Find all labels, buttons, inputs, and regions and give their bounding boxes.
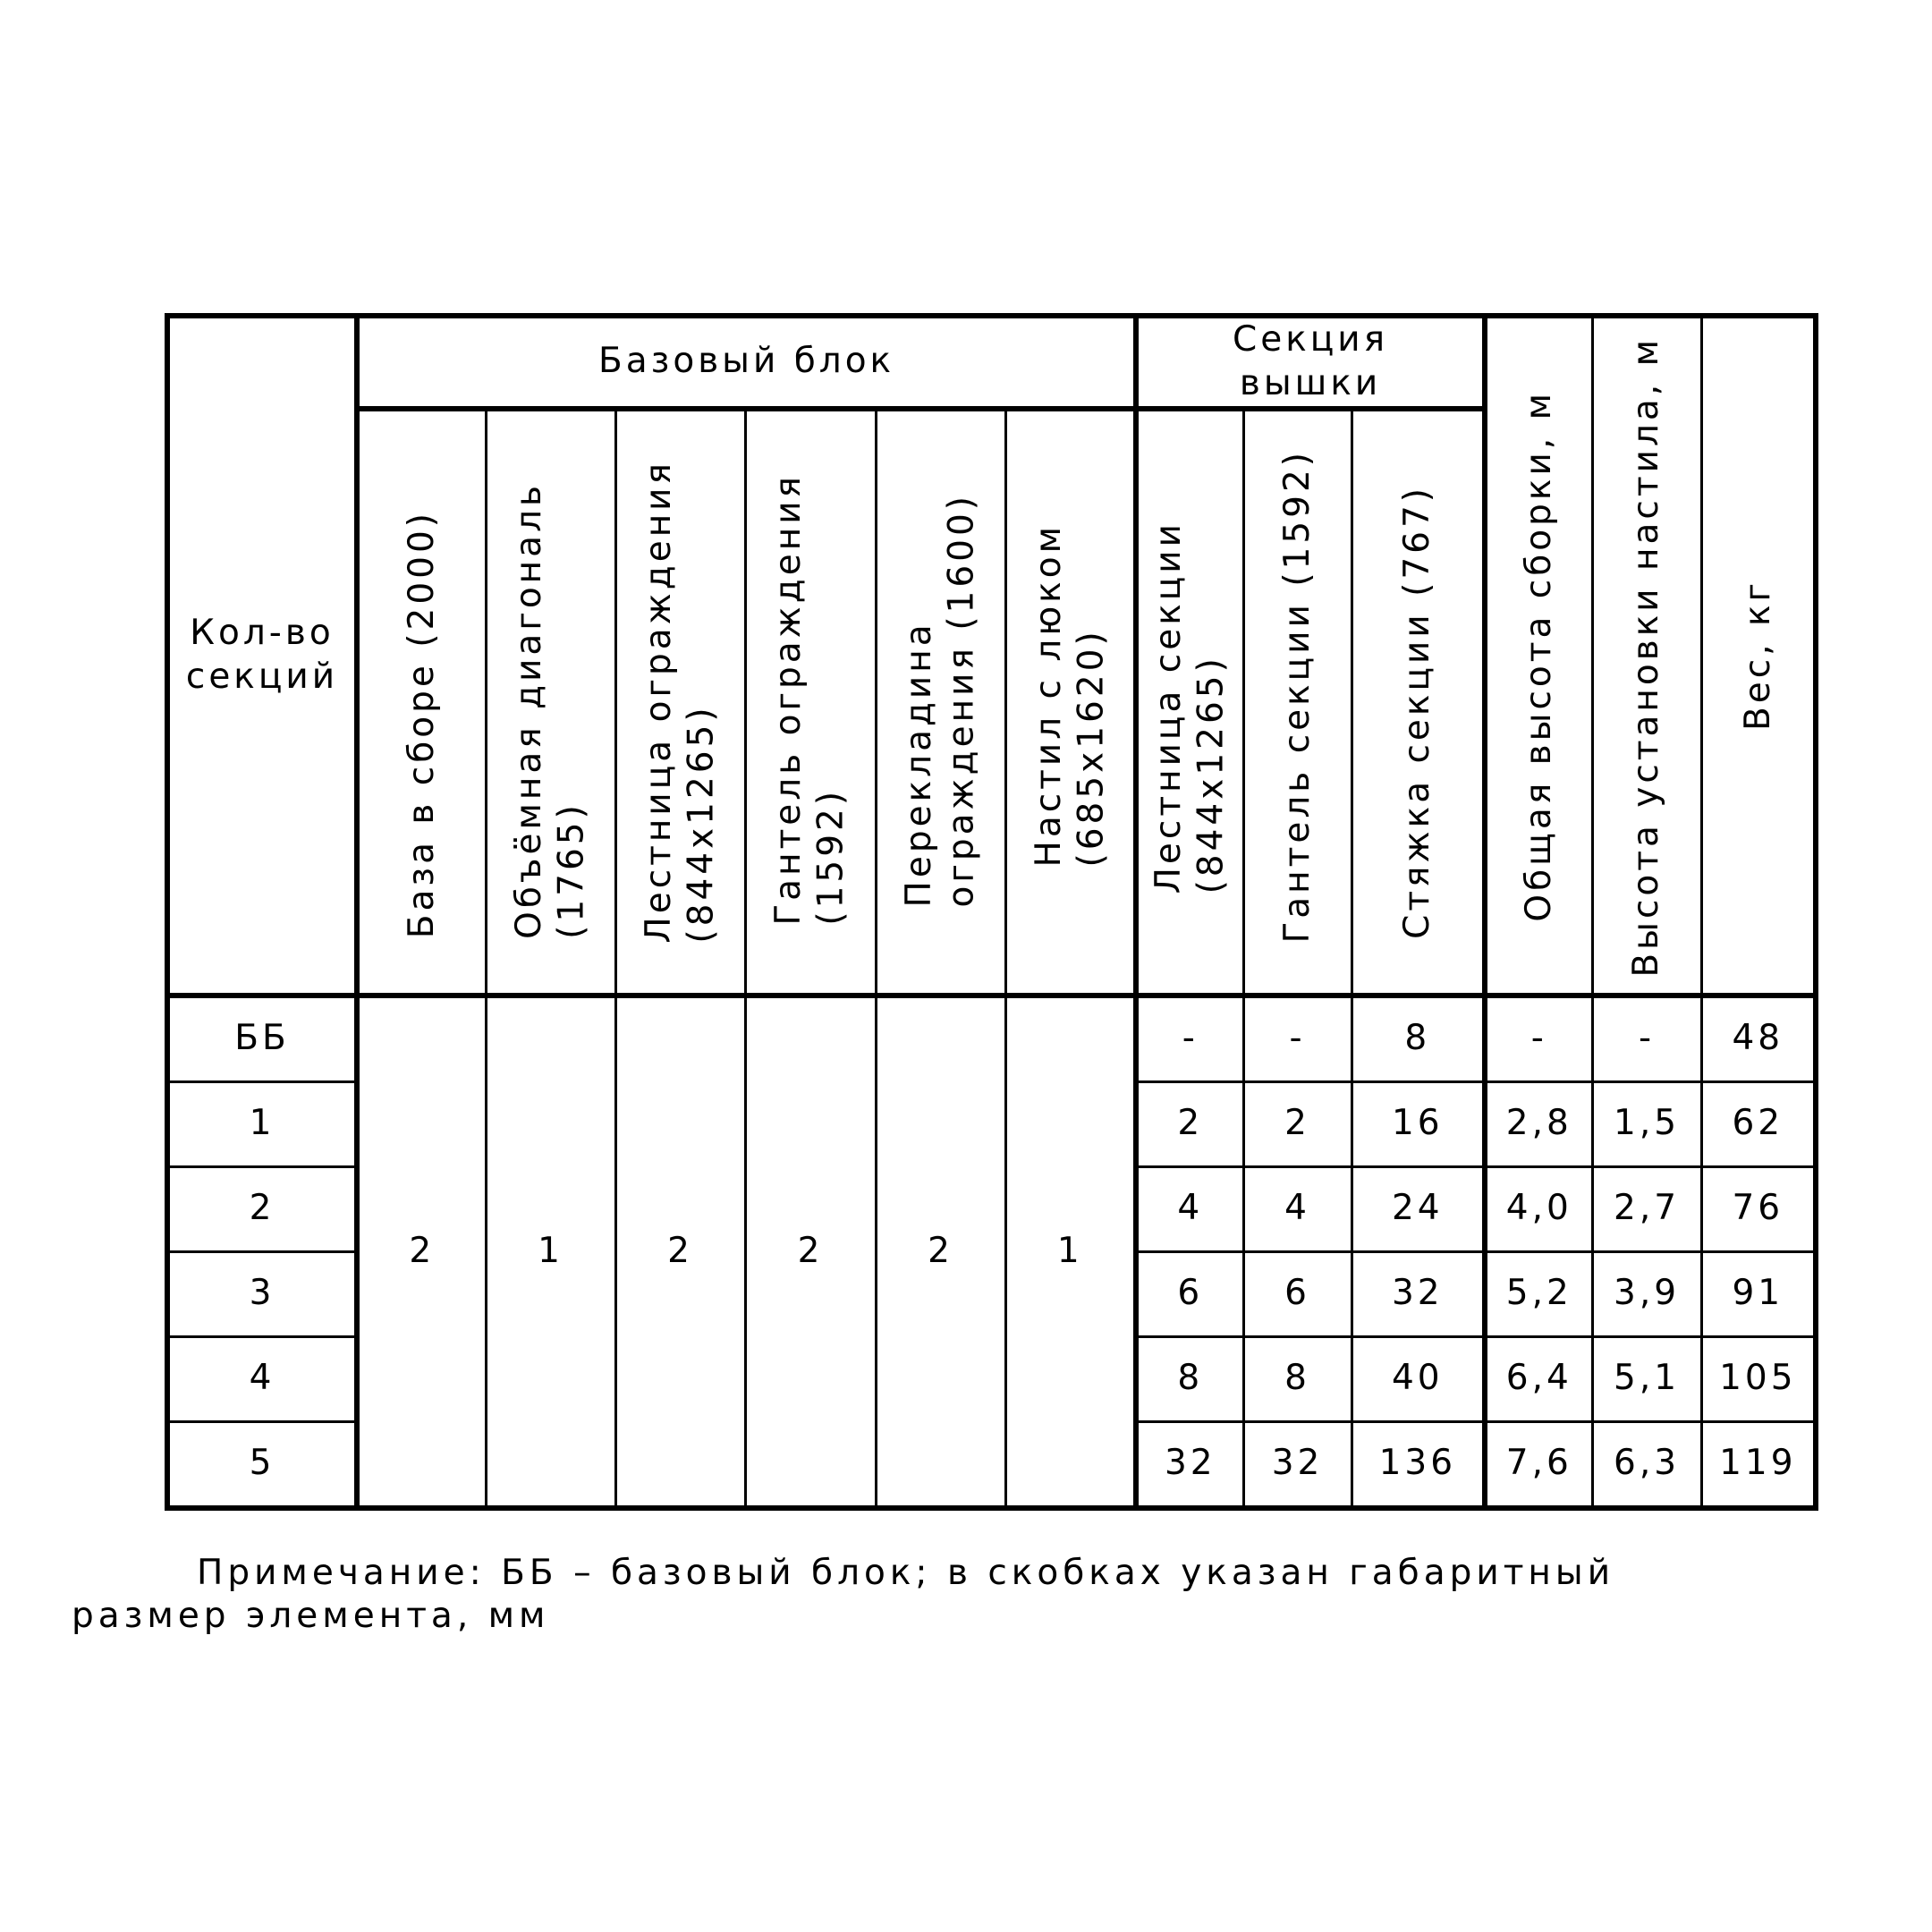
cell-section-ladder: 8	[1136, 1336, 1243, 1421]
cell-total-height: -	[1485, 996, 1592, 1082]
cell-deck-height: 2,7	[1592, 1166, 1701, 1251]
cell-section-dumbbell: -	[1243, 996, 1352, 1082]
cell-deck-height: -	[1592, 996, 1701, 1082]
cell-total-height: 2,8	[1485, 1081, 1592, 1166]
cell-section-ladder: 6	[1136, 1251, 1243, 1336]
cell-weight: 76	[1701, 1166, 1816, 1251]
col-header-fence-crossbar: Перекладина ограждения (1600)	[876, 409, 1005, 996]
cell-section-ladder: 32	[1136, 1421, 1243, 1508]
col-header-deck-height: Высота установки настила, м	[1592, 316, 1701, 996]
table-note: Примечание: ББ – базовый блок; в скобках указан габаритный размер элемента, мм	[72, 1553, 1615, 1636]
cell-section-tie: 40	[1352, 1336, 1485, 1421]
col-header-volume-diagonal: Объёмная диагональ (1765)	[486, 409, 615, 996]
spec-table	[165, 313, 1818, 1511]
cell-volume-diagonal: 1	[486, 996, 615, 1508]
cell-total-height: 4,0	[1485, 1166, 1592, 1251]
cell-deck-hatch: 1	[1005, 996, 1136, 1508]
cell-sections: 4	[167, 1336, 357, 1421]
cell-section-tie: 136	[1352, 1421, 1485, 1508]
cell-section-dumbbell: 32	[1243, 1421, 1352, 1508]
col-header-fence-ladder: Лестница ограждения (844x1265)	[615, 409, 745, 996]
table-row	[167, 996, 1816, 1082]
group-header-tower-section: Секция вышки	[1136, 316, 1485, 409]
col-header-section-tie: Стяжка секции (767)	[1352, 409, 1485, 996]
cell-section-tie: 32	[1352, 1251, 1485, 1336]
col-header-deck-hatch: Настил с люком (685x1620)	[1005, 409, 1136, 996]
cell-section-ladder: 2	[1136, 1081, 1243, 1166]
cell-fence-ladder: 2	[615, 996, 745, 1508]
col-header-base-assembled: База в сборе (2000)	[357, 409, 486, 996]
cell-sections: 1	[167, 1081, 357, 1166]
cell-weight: 48	[1701, 996, 1816, 1082]
cell-section-dumbbell: 2	[1243, 1081, 1352, 1166]
cell-section-tie: 24	[1352, 1166, 1485, 1251]
cell-deck-height: 5,1	[1592, 1336, 1701, 1421]
cell-sections: 5	[167, 1421, 357, 1508]
cell-weight: 119	[1701, 1421, 1816, 1508]
col-header-fence-dumbbell: Гантель ограждения (1592)	[745, 409, 876, 996]
row-header-sections: Кол-во секций	[167, 316, 357, 996]
cell-sections: 3	[167, 1251, 357, 1336]
col-header-weight: Вес, кг	[1701, 316, 1816, 996]
cell-section-dumbbell: 4	[1243, 1166, 1352, 1251]
cell-deck-height: 6,3	[1592, 1421, 1701, 1508]
cell-section-ladder: 4	[1136, 1166, 1243, 1251]
cell-weight: 62	[1701, 1081, 1816, 1166]
cell-section-tie: 16	[1352, 1081, 1485, 1166]
cell-fence-dumbbell: 2	[745, 996, 876, 1508]
cell-weight: 91	[1701, 1251, 1816, 1336]
cell-deck-height: 3,9	[1592, 1251, 1701, 1336]
cell-section-dumbbell: 8	[1243, 1336, 1352, 1421]
group-header-base-block: Базовый блок	[357, 316, 1136, 409]
col-header-section-dumbbell: Гантель секции (1592)	[1243, 409, 1352, 996]
cell-section-ladder: -	[1136, 996, 1243, 1082]
cell-weight: 105	[1701, 1336, 1816, 1421]
cell-sections: 2	[167, 1166, 357, 1251]
cell-sections: ББ	[167, 996, 357, 1082]
cell-base-assembled: 2	[357, 996, 486, 1508]
col-header-section-ladder: Лестница секции (844x1265)	[1136, 409, 1243, 996]
col-header-total-height: Общая высота сборки, м	[1485, 316, 1592, 996]
cell-total-height: 7,6	[1485, 1421, 1592, 1508]
cell-section-dumbbell: 6	[1243, 1251, 1352, 1336]
cell-deck-height: 1,5	[1592, 1081, 1701, 1166]
cell-section-tie: 8	[1352, 996, 1485, 1082]
cell-total-height: 5,2	[1485, 1251, 1592, 1336]
cell-total-height: 6,4	[1485, 1336, 1592, 1421]
cell-fence-crossbar: 2	[876, 996, 1005, 1508]
